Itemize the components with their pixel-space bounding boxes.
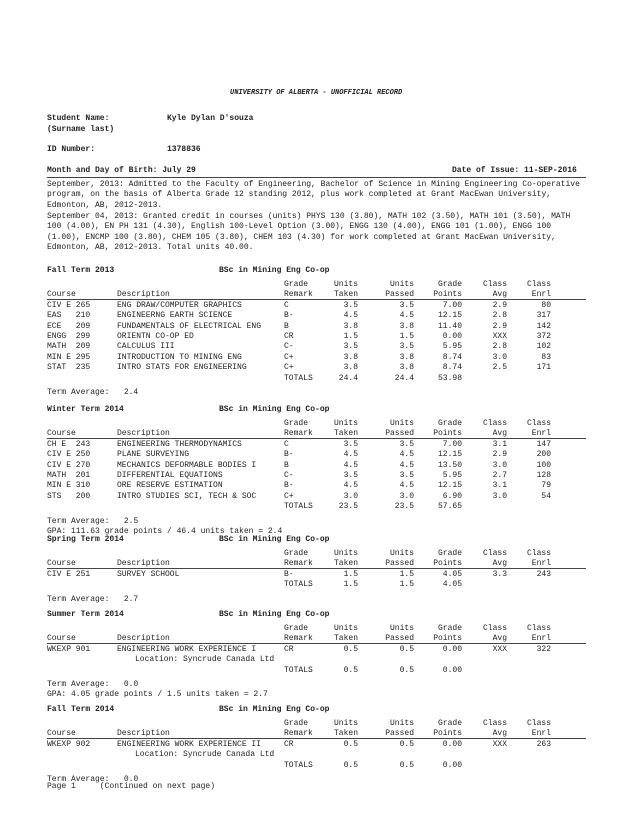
units-passed: 4.5 xyxy=(399,450,414,460)
grade-points: 5.95 xyxy=(442,471,462,480)
col-header-grade: Grade xyxy=(284,280,309,289)
table-row xyxy=(0,740,638,750)
col-header-top: Grade xyxy=(437,549,462,558)
col-header-remark: Remark xyxy=(284,290,313,300)
course-description: DIFFERENTIAL EQUATIONS xyxy=(117,471,223,480)
col-header-top: Class xyxy=(482,280,507,289)
gpa-summary: GPA: 4.05 grade points / 1.5 units taken = 2.7 xyxy=(47,690,268,700)
student-name-label: Student Name: xyxy=(47,114,110,123)
col-header-top: Class xyxy=(526,280,551,289)
grade-remark: C- xyxy=(284,471,294,480)
units-taken: 3.5 xyxy=(343,439,358,449)
course-description: ENG DRAW/COMPUTER GRAPHICS xyxy=(117,300,242,310)
table-row xyxy=(0,311,638,321)
col-header-course: Course xyxy=(47,559,76,569)
class-enrl: 322 xyxy=(536,644,551,654)
course-description: ENGINEERING WORK EXPERIENCE I xyxy=(117,644,257,654)
col-header-passed: Passed xyxy=(385,634,414,644)
units-passed: 3.5 xyxy=(399,471,414,480)
course-description: ORIENTN CO-OP ED xyxy=(117,332,194,341)
grade-points: 6.90 xyxy=(442,491,462,501)
grade-points: 0.00 xyxy=(442,332,462,341)
col-header-top: Units xyxy=(389,549,414,558)
col-header-enrl: Enrl xyxy=(531,290,551,300)
class-enrl: 83 xyxy=(541,352,551,362)
col-header-avg: Avg xyxy=(492,429,507,439)
table-row xyxy=(0,461,638,471)
col-header-passed: Passed xyxy=(385,429,414,439)
course-code: MATH 201 xyxy=(47,471,91,480)
class-enrl: 243 xyxy=(536,569,551,579)
col-header-avg: Avg xyxy=(492,729,507,739)
col-header-avg: Avg xyxy=(492,290,507,300)
col-header-passed: Passed xyxy=(385,729,414,739)
class-avg: 3.0 xyxy=(492,460,507,470)
totals-label: TOTALS xyxy=(284,665,313,675)
units-taken: 4.5 xyxy=(343,311,358,321)
col-header-top: Class xyxy=(526,549,551,558)
table-row xyxy=(0,570,638,580)
grade-remark: CR xyxy=(284,332,294,341)
class-avg: 2.7 xyxy=(492,471,507,480)
class-enrl: 372 xyxy=(536,332,551,341)
totals-points: 53.98 xyxy=(437,373,462,383)
table-row xyxy=(0,332,638,342)
grade-points: 12.15 xyxy=(437,311,462,321)
totals-taken: 1.5 xyxy=(343,580,358,590)
col-header-remark: Remark xyxy=(284,634,313,644)
table-row xyxy=(0,440,638,450)
course-description: CALCULUS III xyxy=(117,342,175,352)
col-header-top: Class xyxy=(526,719,551,728)
surname-note: (Surname last) xyxy=(47,125,115,134)
class-enrl: 128 xyxy=(536,471,551,480)
admission-paragraph: September, 2013: Admitted to the Faculty of Engineering, Bachelor of Science in Mining Engineering Co-operative program, on the basis of Alberta Grade 12 standing 2012, plus work completed at Grant MacEwan University, Edmonton, AB, 2012-2013. xyxy=(47,180,580,210)
units-passed: 3.8 xyxy=(399,321,414,331)
page-footer: Page 1 (Continued on next page) xyxy=(47,782,216,791)
grade-remark: C+ xyxy=(284,352,294,362)
col-header-top: Units xyxy=(389,624,414,633)
table-row xyxy=(0,450,638,460)
totals-label: TOTALS xyxy=(284,373,313,383)
grade-remark: C xyxy=(284,439,289,449)
class-avg: 2.5 xyxy=(492,363,507,373)
units-passed: 4.5 xyxy=(399,311,414,321)
units-taken: 4.5 xyxy=(343,460,358,470)
col-header-top: Units xyxy=(333,719,358,728)
course-code: CIV E 250 xyxy=(47,450,91,460)
term-name: Fall Term 2013 xyxy=(47,266,115,275)
course-location-note: Location: Syncrude Canada Ltd xyxy=(135,750,275,760)
units-taken: 4.5 xyxy=(343,481,358,491)
totals-passed: 0.5 xyxy=(399,665,414,675)
grade-remark: CR xyxy=(284,644,294,654)
table-row xyxy=(0,342,638,352)
course-code: WKEXP 901 xyxy=(47,644,91,654)
grade-remark: B xyxy=(284,321,289,331)
col-header-top: Class xyxy=(482,549,507,558)
course-code: MIN E 310 xyxy=(47,481,91,491)
term-program: BSc in Mining Eng Co-op xyxy=(219,405,330,414)
class-enrl: 79 xyxy=(541,481,551,491)
totals-label: TOTALS xyxy=(284,580,313,590)
col-header-enrl: Enrl xyxy=(531,729,551,739)
term-name: Spring Term 2014 xyxy=(47,535,124,544)
course-description: ORE RESERVE ESTIMATION xyxy=(117,481,223,491)
grade-points: 12.15 xyxy=(437,450,462,460)
record-title: UNIVERSITY OF ALBERTA - UNOFFICIAL RECORD xyxy=(230,89,403,97)
col-header-grade: Grade xyxy=(284,624,309,633)
class-avg: 3.1 xyxy=(492,439,507,449)
class-avg: 3.0 xyxy=(492,491,507,501)
totals-points: 0.00 xyxy=(442,665,462,675)
col-header-taken: Taken xyxy=(333,429,358,439)
course-code: MATH 209 xyxy=(47,342,91,352)
course-code: EAS 210 xyxy=(47,311,91,321)
totals-passed: 24.4 xyxy=(394,373,414,383)
class-enrl: 200 xyxy=(536,450,551,460)
col-header-top: Class xyxy=(482,624,507,633)
units-passed: 3.8 xyxy=(399,363,414,373)
totals-passed: 1.5 xyxy=(399,580,414,590)
class-enrl: 80 xyxy=(541,300,551,310)
term-name: Fall Term 2014 xyxy=(47,705,115,714)
course-description: SURVEY SCHOOL xyxy=(117,569,180,579)
col-header-top: Class xyxy=(526,419,551,428)
totals-passed: 23.5 xyxy=(394,502,414,512)
id-value: 1378836 xyxy=(167,145,201,154)
col-header-top: Units xyxy=(389,280,414,289)
table-row xyxy=(0,645,638,655)
table-row xyxy=(0,481,638,491)
col-header-enrl: Enrl xyxy=(531,634,551,644)
col-header-remark: Remark xyxy=(284,429,313,439)
units-passed: 3.5 xyxy=(399,300,414,310)
units-taken: 1.5 xyxy=(343,569,358,579)
col-header-grade: Grade xyxy=(284,549,309,558)
term-average: Term Average: 2.7 xyxy=(47,594,139,604)
units-passed: 0.5 xyxy=(399,644,414,654)
class-enrl: 263 xyxy=(536,739,551,749)
col-header-course: Course xyxy=(47,429,76,439)
table-row xyxy=(0,353,638,363)
dob-label: Month and Day of Birth: July 29 xyxy=(47,166,196,175)
col-header-description: Description xyxy=(117,429,170,439)
units-passed: 1.5 xyxy=(399,569,414,579)
col-header-course: Course xyxy=(47,729,76,739)
totals-taken: 0.5 xyxy=(343,760,358,770)
term-average: Term Average: 2.4 xyxy=(47,388,139,397)
col-header-points: Points xyxy=(433,429,462,439)
col-header-remark: Remark xyxy=(284,559,313,569)
totals-points: 57.65 xyxy=(437,502,462,512)
totals-points: 0.00 xyxy=(442,760,462,770)
grade-points: 13.50 xyxy=(437,460,462,470)
grade-points: 11.40 xyxy=(437,321,462,331)
col-header-taken: Taken xyxy=(333,634,358,644)
course-code: WKEXP 902 xyxy=(47,739,91,749)
course-code: STAT 235 xyxy=(47,363,91,373)
term-program: BSc in Mining Eng Co-op xyxy=(219,266,330,275)
units-passed: 0.5 xyxy=(399,739,414,749)
class-enrl: 54 xyxy=(541,491,551,501)
col-header-points: Points xyxy=(433,729,462,739)
col-header-points: Points xyxy=(433,290,462,300)
totals-label: TOTALS xyxy=(284,502,313,512)
col-header-enrl: Enrl xyxy=(531,429,551,439)
term-average: Term Average: 2.5 xyxy=(47,516,139,526)
table-row xyxy=(0,471,638,481)
course-description: FUNDAMENTALS OF ELECTRICAL ENG xyxy=(117,321,262,331)
table-row xyxy=(0,322,638,332)
class-avg: 2.9 xyxy=(492,321,507,331)
col-header-passed: Passed xyxy=(385,559,414,569)
class-avg: XXX xyxy=(492,739,507,749)
course-description: INTRO STUDIES SCI, TECH & SOC xyxy=(117,491,257,501)
course-code: MIN E 295 xyxy=(47,352,91,362)
class-enrl: 100 xyxy=(536,460,551,470)
class-avg: XXX xyxy=(492,332,507,341)
col-header-taken: Taken xyxy=(333,559,358,569)
col-header-top: Grade xyxy=(437,419,462,428)
col-header-top: Class xyxy=(482,719,507,728)
col-header-description: Description xyxy=(117,559,170,569)
grade-points: 12.15 xyxy=(437,481,462,491)
totals-points: 4.05 xyxy=(442,580,462,590)
grade-points: 7.00 xyxy=(442,300,462,310)
grade-remark: B- xyxy=(284,569,294,579)
term-program: BSc in Mining Eng Co-op xyxy=(219,610,330,619)
course-description: INTRO STATS FOR ENGINEERING xyxy=(117,363,247,373)
col-header-points: Points xyxy=(433,634,462,644)
credit-paragraph: September 04, 2013: Granted credit in courses (units) PHYS 130 (3.80), MATH 102 (3.50), MATH 101 (3.50), MATH 100 (4.00), EN PH 131 (4.30), English 100-Level Option (3.00), ENGG 130 (4.00), ENGG 101 (1.00), ENGG 100 (1.00), ENCMP 100 (3.80), CHEM 105 (3.80), CHEM 103 (4.30) for work completed at Grant MacEwan University, Edmonton, AB, 2012-2013. Total units 40.00. xyxy=(47,212,571,253)
col-header-top: Units xyxy=(333,419,358,428)
course-code: ECE 209 xyxy=(47,321,91,331)
col-header-course: Course xyxy=(47,634,76,644)
grade-remark: C- xyxy=(284,342,294,352)
col-header-course: Course xyxy=(47,290,76,300)
class-avg: 2.9 xyxy=(492,300,507,310)
col-header-top: Units xyxy=(333,624,358,633)
col-header-enrl: Enrl xyxy=(531,559,551,569)
term-program: BSc in Mining Eng Co-op xyxy=(219,705,330,714)
grade-points: 4.05 xyxy=(442,569,462,579)
grade-remark: B- xyxy=(284,311,294,321)
col-header-remark: Remark xyxy=(284,729,313,739)
col-header-taken: Taken xyxy=(333,729,358,739)
units-taken: 3.5 xyxy=(343,342,358,352)
class-enrl: 102 xyxy=(536,342,551,352)
term-name: Summer Term 2014 xyxy=(47,610,124,619)
col-header-top: Units xyxy=(333,280,358,289)
table-row xyxy=(0,363,638,373)
grade-points: 8.74 xyxy=(442,352,462,362)
units-passed: 3.8 xyxy=(399,352,414,362)
grade-remark: CR xyxy=(284,739,294,749)
units-taken: 3.0 xyxy=(343,491,358,501)
class-avg: 3.0 xyxy=(492,352,507,362)
table-row xyxy=(0,492,638,502)
col-header-avg: Avg xyxy=(492,559,507,569)
units-taken: 1.5 xyxy=(343,332,358,341)
col-header-passed: Passed xyxy=(385,290,414,300)
units-taken: 0.5 xyxy=(343,739,358,749)
grade-points: 5.95 xyxy=(442,342,462,352)
class-avg: 2.8 xyxy=(492,342,507,352)
id-label: ID Number: xyxy=(47,145,96,154)
col-header-avg: Avg xyxy=(492,634,507,644)
units-passed: 1.5 xyxy=(399,332,414,341)
totals-passed: 0.5 xyxy=(399,760,414,770)
col-header-description: Description xyxy=(117,290,170,300)
class-avg: 3.3 xyxy=(492,569,507,579)
class-enrl: 142 xyxy=(536,321,551,331)
grade-points: 0.00 xyxy=(442,644,462,654)
units-taken: 3.5 xyxy=(343,300,358,310)
header-rule xyxy=(47,177,586,178)
units-passed: 4.5 xyxy=(399,481,414,491)
col-header-top: Class xyxy=(526,624,551,633)
col-header-points: Points xyxy=(433,559,462,569)
table-row xyxy=(0,301,638,311)
col-header-top: Grade xyxy=(437,624,462,633)
term-name: Winter Term 2014 xyxy=(47,405,124,414)
col-header-description: Description xyxy=(117,634,170,644)
totals-label: TOTALS xyxy=(284,760,313,770)
units-passed: 3.0 xyxy=(399,491,414,501)
grade-points: 0.00 xyxy=(442,739,462,749)
course-location-note: Location: Syncrude Canada Ltd xyxy=(135,655,275,665)
units-taken: 0.5 xyxy=(343,644,358,654)
course-code: CIV E 251 xyxy=(47,569,91,579)
col-header-top: Units xyxy=(389,419,414,428)
course-code: CH E 243 xyxy=(47,439,91,449)
class-avg: 2.8 xyxy=(492,311,507,321)
class-enrl: 317 xyxy=(536,311,551,321)
course-description: MECHANICS DEFORMABLE BODIES I xyxy=(117,460,257,470)
units-passed: 4.5 xyxy=(399,460,414,470)
class-enrl: 147 xyxy=(536,439,551,449)
grade-remark: C+ xyxy=(284,491,294,501)
term-average: Term Average: 0.0 xyxy=(47,680,139,689)
course-description: ENGINEERNG EARTH SCIENCE xyxy=(117,311,233,321)
student-name-value: Kyle Dylan D'souza xyxy=(167,114,254,123)
col-header-description: Description xyxy=(117,729,170,739)
units-passed: 3.5 xyxy=(399,342,414,352)
grade-points: 7.00 xyxy=(442,439,462,449)
issue-date: Date of Issue: 11-SEP-2016 xyxy=(452,166,577,175)
course-description: ENGINEERING WORK EXPERIENCE II xyxy=(117,739,262,749)
col-header-grade: Grade xyxy=(284,419,309,428)
grade-remark: C+ xyxy=(284,363,294,373)
grade-remark: B xyxy=(284,460,289,470)
col-header-top: Class xyxy=(482,419,507,428)
units-taken: 3.8 xyxy=(343,363,358,373)
course-code: CIV E 270 xyxy=(47,460,91,470)
col-header-top: Grade xyxy=(437,280,462,289)
totals-taken: 24.4 xyxy=(338,373,358,383)
term-average: Term Average: 0.0 xyxy=(47,775,139,784)
grade-points: 8.74 xyxy=(442,363,462,373)
course-description: PLANE SURVEYING xyxy=(117,450,190,460)
course-code: STS 200 xyxy=(47,491,91,501)
totals-taken: 0.5 xyxy=(343,665,358,675)
col-header-grade: Grade xyxy=(284,719,309,728)
class-avg: 2.9 xyxy=(492,450,507,460)
term-program: BSc in Mining Eng Co-op xyxy=(219,535,330,544)
gpa-summary: GPA: 111.63 grade points / 46.4 units taken = 2.4 xyxy=(47,527,283,536)
units-taken: 3.8 xyxy=(343,352,358,362)
units-taken: 4.5 xyxy=(343,450,358,460)
course-code: ENGG 299 xyxy=(47,332,91,341)
totals-taken: 23.5 xyxy=(338,502,358,512)
col-header-top: Units xyxy=(389,719,414,728)
col-header-taken: Taken xyxy=(333,290,358,300)
units-taken: 3.5 xyxy=(343,471,358,480)
grade-remark: C xyxy=(284,300,289,310)
units-passed: 3.5 xyxy=(399,439,414,449)
col-header-top: Units xyxy=(333,549,358,558)
course-code: CIV E 265 xyxy=(47,300,91,310)
class-avg: XXX xyxy=(492,644,507,654)
course-description: INTRODUCTION TO MINING ENG xyxy=(117,352,242,362)
class-enrl: 171 xyxy=(536,363,551,373)
col-header-top: Grade xyxy=(437,719,462,728)
course-description: ENGINEERING THERMODYNAMICS xyxy=(117,439,242,449)
units-taken: 3.8 xyxy=(343,321,358,331)
grade-remark: B- xyxy=(284,450,294,460)
class-avg: 3.1 xyxy=(492,481,507,491)
grade-remark: B- xyxy=(284,481,294,491)
